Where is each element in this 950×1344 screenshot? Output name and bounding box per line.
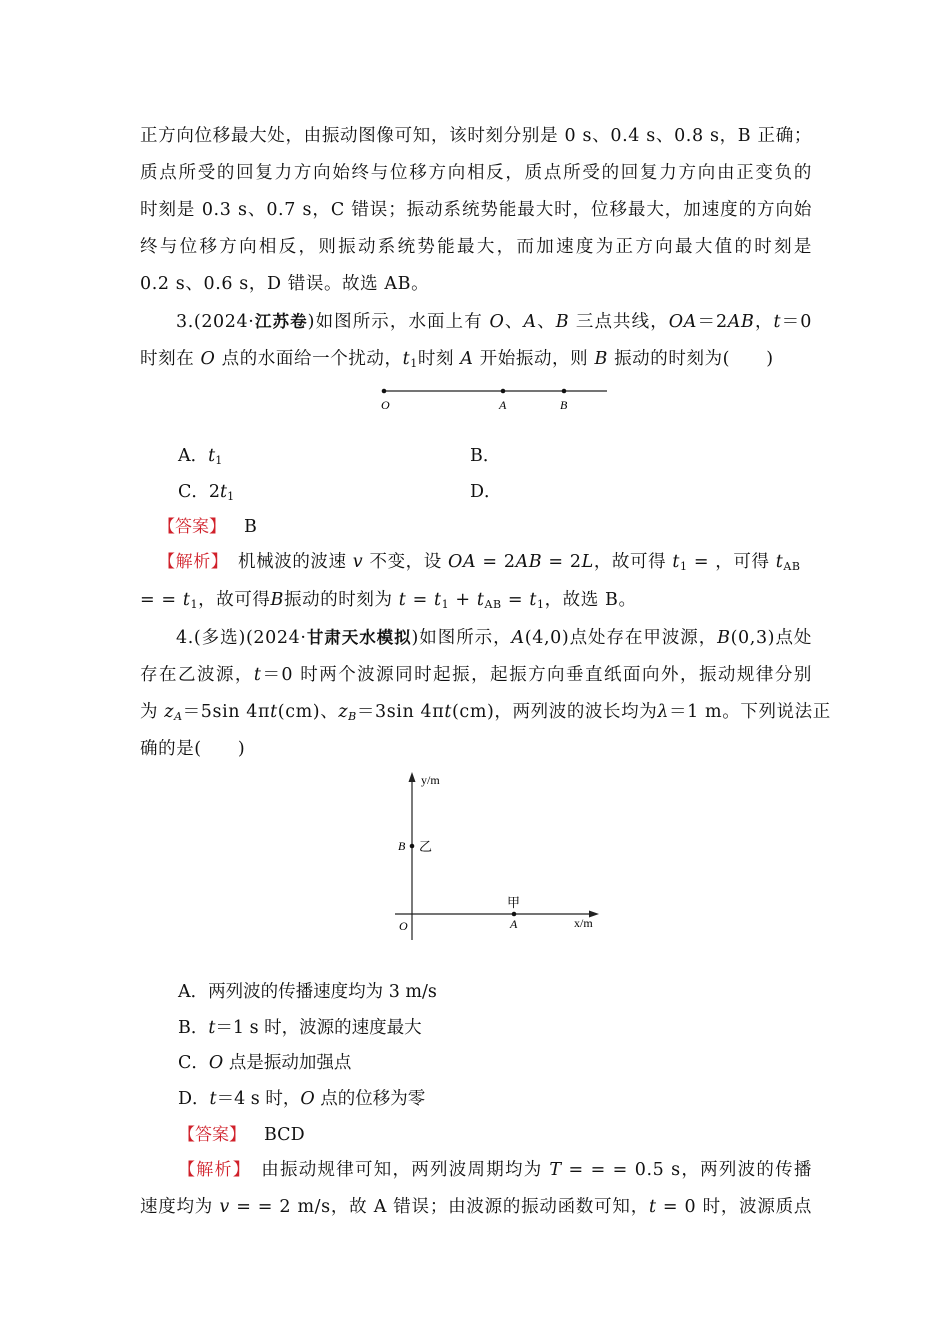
q4-answer-value: BCD bbox=[264, 1125, 305, 1145]
q3-label-o: O bbox=[381, 398, 390, 412]
q3-option-c[interactable]: C．$2t_1$ bbox=[178, 482, 235, 503]
q3-point-a bbox=[501, 389, 506, 394]
q3-option-b[interactable]: B． bbox=[470, 446, 501, 466]
q3-point-b bbox=[562, 389, 567, 394]
q4-origin-label: O bbox=[399, 919, 408, 933]
q3-stem-line-1: 3.(2024·江苏卷)如图所示，水面上有 O、A、B 三点共线，OA＝2AB，t＝0 bbox=[176, 312, 812, 332]
q4-analysis-line-2: 速度均为 v = = 2 m/s，故 A 错误；由波源的振动函数可知，t = 0 时，波源质点 bbox=[140, 1197, 812, 1217]
q4-stem-line-4: 确的是( ) bbox=[140, 739, 246, 759]
q4-answer-tag: 【答案】 bbox=[178, 1125, 246, 1145]
q3-line-figure bbox=[370, 380, 615, 416]
q4-option-c[interactable]: C．O 点是振动加强点 bbox=[178, 1053, 352, 1073]
q4-label-yi: 乙 bbox=[419, 839, 433, 854]
q4-label-a: A bbox=[510, 917, 518, 931]
q3-option-d[interactable]: D． bbox=[470, 482, 502, 502]
q4-option-a[interactable]: A．两列波的传播速度均为 3 m/s bbox=[178, 982, 437, 1002]
q3-stem-line-2: 时刻在 O 点的水面给一个扰动，$t_1$时刻 A 开始振动，则 B 振动的时刻为( ) bbox=[140, 349, 774, 370]
q3-analysis-line-2: = = $t_1$，故可得B振动的时刻为 $t = t_1 + t_{AB} = t_1$，故选 B。 bbox=[140, 590, 637, 611]
q4-stem-line-1: 4.(多选)(2024·甘肃天水模拟)如图所示，A(4,0)点处存在甲波源，B(0,3)点处 bbox=[176, 628, 812, 648]
q4-y-label: y/m bbox=[421, 773, 440, 787]
q4-answer bbox=[178, 1123, 305, 1147]
q4-x-label: x/m bbox=[574, 916, 593, 930]
q4-point-b bbox=[410, 844, 415, 849]
prev-analysis-line-4: 终与位移方向相反，则振动系统势能最大，而加速度为正方向最大值的时刻是 bbox=[140, 237, 812, 257]
prev-analysis-line-1: 正方向位移最大处，由振动图像可知，该时刻分别是 0 s、0.4 s、0.8 s，B 正确； bbox=[140, 126, 812, 146]
q4-stem-line-3: 为 $z_A=5\sin$ 4πt(cm)、$z_B=3\sin$ 4πt(cm)，两列波的波长均为λ＝1 m。下列说法正 bbox=[140, 702, 831, 723]
prev-analysis-line-3: 时刻是 0.3 s、0.7 s，C 错误；振动系统势能最大时，位移最大，加速度的方向始 bbox=[140, 200, 812, 220]
q3-option-a[interactable]: A．$t_1$ bbox=[178, 446, 223, 467]
q4-analysis-line-1: 【解析】 由振动规律可知，两列波周期均为 T = = = 0.5 s，两列波的传播 bbox=[178, 1160, 813, 1180]
q4-coordinate-figure bbox=[385, 768, 610, 946]
q3-point-o bbox=[382, 389, 387, 394]
q4-label-b: B bbox=[398, 839, 406, 853]
prev-analysis-line-2: 质点所受的回复力方向始终与位移方向相反，质点所受的回复力方向由正变负的 bbox=[140, 163, 812, 183]
q4-option-b[interactable]: B．t＝1 s 时，波源的速度最大 bbox=[178, 1018, 422, 1038]
q4-label-jia: 甲 bbox=[507, 895, 521, 910]
q4-point-a bbox=[512, 912, 517, 917]
q3-answer-tag: 【答案】 bbox=[158, 517, 226, 537]
q3-label-a: A bbox=[499, 398, 507, 412]
q3-answer bbox=[158, 515, 257, 539]
q4-stem-line-2: 存在乙波源，t＝0 时两个波源同时起振，起振方向垂直纸面向外，振动规律分别 bbox=[140, 665, 812, 685]
q4-y-axis-arrow bbox=[409, 772, 416, 782]
prev-analysis-line-5: 0.2 s、0.6 s，D 错误。故选 AB。 bbox=[140, 274, 430, 294]
q3-analysis-line-1: 【解析】 机械波的波速 v 不变，设 OA = 2AB = 2L，故可得 $t_1$ = ，可得 $t_{AB}$ bbox=[158, 552, 801, 573]
q3-label-b: B bbox=[560, 398, 568, 412]
q3-answer-value: B bbox=[244, 517, 257, 537]
q4-option-d[interactable]: D．t＝4 s 时，O 点的位移为零 bbox=[178, 1089, 426, 1109]
